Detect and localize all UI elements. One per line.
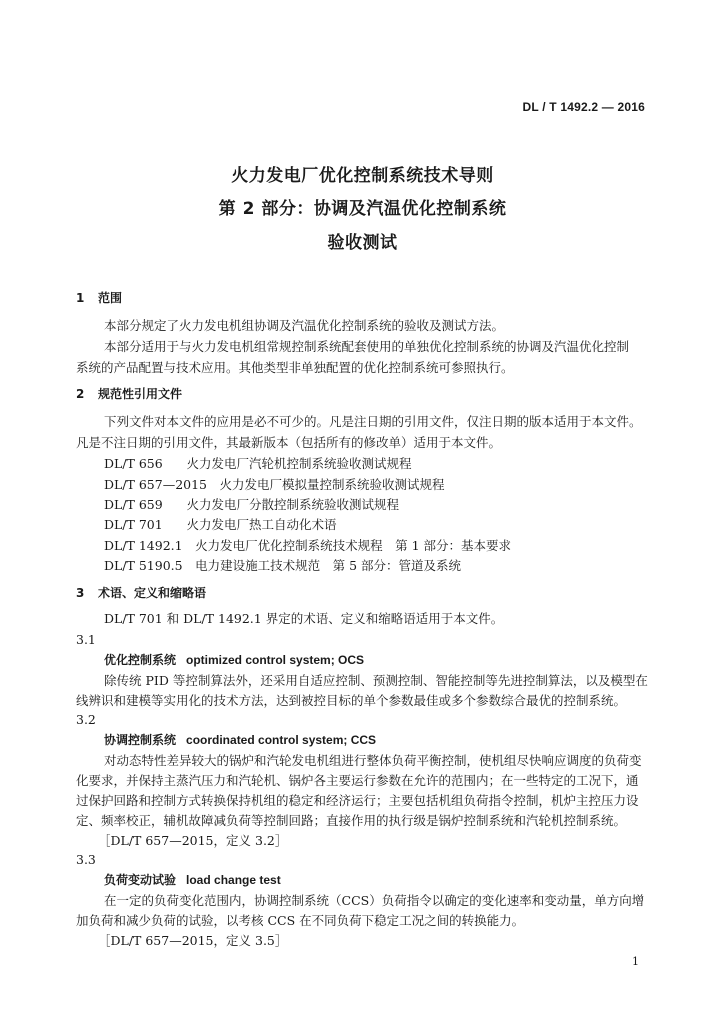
term-number: 3.1	[76, 632, 96, 647]
reference-item	[104, 456, 412, 471]
term-zh: 协调控制系统	[104, 733, 177, 747]
term-zh: 优化控制系统	[104, 653, 177, 667]
reference-item	[104, 517, 337, 532]
citation: ［DL/T 657—2015，定义 3.5］	[98, 933, 288, 948]
paragraph-line: 凡是不注日期的引用文件，其最新版本（包括所有的修改单）适用于本文件。	[76, 435, 502, 450]
definition-line: 线辨识和建模等实用化的技术方法，达到被控目标的单个参数最佳或多个参数综合最优的控制系统。	[76, 693, 627, 708]
term-number: 3.2	[76, 712, 96, 727]
definition-line: 在一定的负荷变化范围内，协调控制系统（CCS）负荷指令以确定的变化速率和变动量，单方向增	[104, 893, 645, 908]
definition-line: 加负荷和减少负荷的试验，以考核 CCS 在不同负荷下稳定工况之间的转换能力。	[76, 913, 525, 928]
title-line-3: 验收测试	[327, 233, 398, 253]
reference-title: 火力发电厂模拟量控制系统验收测试规程	[219, 477, 445, 492]
reference-title: 电力建设施工技术规范 第 5 部分：管道及系统	[195, 558, 462, 573]
section-1-heading	[76, 291, 122, 306]
definition-line: 对动态特性差异较大的锅炉和汽轮发电机组进行整体负荷平衡控制，使机组尽快响应调度的负荷变	[104, 753, 642, 768]
title-line-2: 第 2 部分：协调及汽温优化控制系统	[218, 199, 507, 219]
reference-code: DL/T 659	[104, 497, 163, 512]
reference-code: DL/T 657—2015	[104, 477, 208, 492]
page-number: 1	[632, 955, 639, 968]
reference-code: DL/T 701	[104, 517, 163, 532]
term-heading	[104, 873, 281, 888]
term-en: load change test	[186, 873, 281, 887]
reference-title: 火力发电厂汽轮机控制系统验收测试规程	[186, 456, 412, 471]
paragraph-line: DL/T 701 和 DL/T 1492.1 界定的术语、定义和缩略语适用于本文件。	[104, 611, 504, 626]
term-en: coordinated control system; CCS	[186, 733, 377, 747]
term-heading	[104, 653, 364, 668]
section-2-heading	[76, 387, 182, 402]
reference-code: DL/T 5190.5	[104, 558, 183, 573]
paragraph-line: 本部分适用于与火力发电机组常规控制系统配套使用的单独优化控制系统的协调及汽温优化控制	[104, 339, 630, 354]
definition-line: 过保护回路和控制方式转换保持机组的稳定和经济运行；主要包括机组负荷指令控制，机炉主控压力设	[76, 793, 639, 808]
paragraph-line: 系统的产品配置与技术应用。其他类型非单独配置的优化控制系统可参照执行。	[76, 360, 514, 375]
term-zh: 负荷变动试验	[104, 873, 177, 887]
section-title: 规范性引用文件	[98, 387, 183, 401]
section-number: 2	[76, 387, 85, 401]
section-number: 1	[76, 291, 85, 305]
reference-item	[104, 497, 399, 512]
title-line-1: 火力发电厂优化控制系统技术导则	[231, 166, 494, 186]
section-number: 3	[76, 586, 85, 600]
section-title: 范围	[98, 291, 123, 305]
term-en: optimized control system; OCS	[186, 653, 365, 667]
section-title: 术语、定义和缩略语	[98, 586, 207, 600]
reference-title: 火力发电厂热工自动化术语	[186, 517, 337, 532]
definition-line: 除传统 PID 等控制算法外，还采用自适应控制、预测控制、智能控制等先进控制算法，以及模型在	[104, 673, 648, 688]
standard-code: DL / T 1492.2 — 2016	[522, 100, 645, 114]
reference-code: DL/T 656	[104, 456, 163, 471]
reference-title: 火力发电厂分散控制系统验收测试规程	[186, 497, 400, 512]
definition-line: 定、频率校正，辅机故障减负荷等控制回路；直接作用的执行级是锅炉控制系统和汽轮机控制系统。	[76, 813, 627, 828]
citation: ［DL/T 657—2015，定义 3.2］	[98, 833, 288, 848]
reference-item	[104, 477, 445, 492]
term-heading	[104, 733, 376, 748]
paragraph-line: 本部分规定了火力发电机组协调及汽温优化控制系统的验收及测试方法。	[104, 318, 505, 333]
reference-item	[104, 558, 461, 573]
paragraph-line: 下列文件对本文件的应用是必不可少的。凡是注日期的引用文件，仅注日期的版本适用于本文件。	[104, 414, 642, 429]
reference-title: 火力发电厂优化控制系统技术规程 第 1 部分：基本要求	[195, 538, 512, 553]
section-3-heading	[76, 586, 206, 601]
definition-line: 化要求，并保持主蒸汽压力和汽轮机、锅炉各主要运行参数在允许的范围内；在一些特定的工况下，通	[76, 773, 639, 788]
term-number: 3.3	[76, 852, 96, 867]
reference-item	[104, 538, 511, 553]
reference-code: DL/T 1492.1	[104, 538, 183, 553]
